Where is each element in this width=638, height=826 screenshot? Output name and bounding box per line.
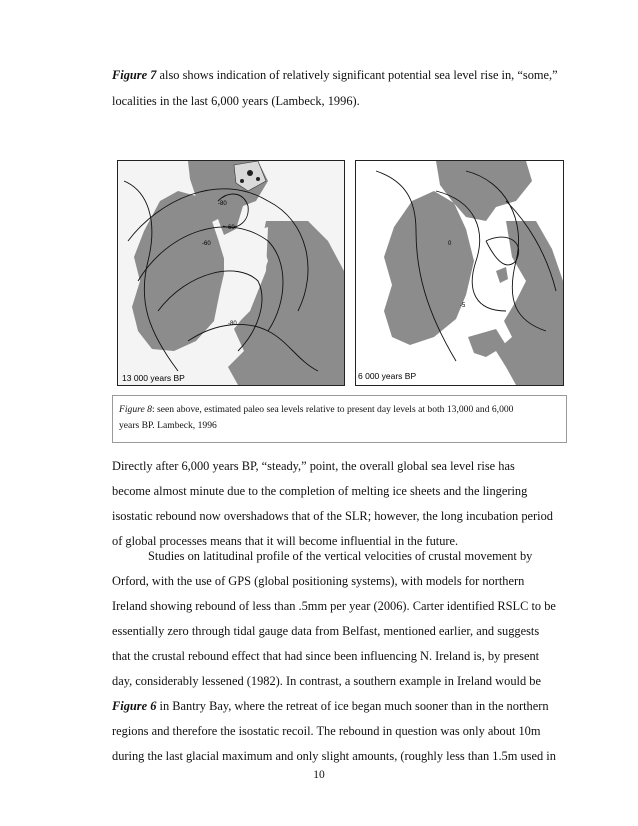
para3-line-5: that the crustal rebound effect that had since been influencing N. Ireland is, by present — [112, 649, 540, 663]
para3-line-7-text: in Bantry Bay, where the retreat of ice began much sooner than in the northern — [156, 699, 549, 713]
svg-text:-60: -60 — [226, 225, 235, 231]
svg-text:0: 0 — [448, 241, 452, 247]
intro-paragraph — [112, 68, 558, 118]
para2-line-1: Directly after 6,000 years BP, “steady,” point, the overall global sea level rise has — [112, 459, 515, 473]
intro-line-2: localities in the last 6,000 years (Lambeck, 1996). — [112, 94, 360, 108]
page-number: 10 — [313, 769, 325, 781]
map-13000-svg — [118, 161, 344, 385]
svg-text:-80: -80 — [218, 201, 227, 207]
para3-line-3: Ireland showing rebound of less than .5mm per year (2006). Carter identified RSLC to be — [112, 599, 556, 613]
figure-8-reference: Figure 8 — [119, 404, 152, 415]
figure-7-reference: Figure 7 — [112, 68, 157, 82]
map-6000-years-bp — [355, 160, 564, 386]
para3-line-9: during the last glacial maximum and only slight amounts, (roughly less than 1.5m used in — [112, 749, 556, 763]
svg-text:-80: -80 — [228, 321, 237, 327]
para2-line-2: become almost minute due to the completion of melting ice sheets and the lingering — [112, 484, 528, 498]
para3-line-4: essentially zero through tidal gauge data from Belfast, mentioned earlier, and suggests — [112, 624, 540, 638]
paragraph-3 — [112, 549, 556, 769]
para2-line-3: isostatic rebound now overshadows that of the SLR; however, the long incubation period — [112, 509, 554, 523]
para3-line-1: Studies on latitudinal profile of the vertical velocities of crustal movement by — [148, 549, 533, 563]
intro-line-1-text: also shows indication of relatively significant potential sea level rise in, “some,” — [156, 68, 558, 82]
para3-line-8: regions and therefore the isostatic recoil. The rebound in question was only about 10m — [112, 724, 541, 738]
caption-line-1: : seen above, estimated paleo sea levels relative to present day levels at both 13,000 and 6,000 — [151, 404, 514, 415]
map-13000-label: 13 000 years BP — [122, 373, 185, 383]
para2-line-4: of global processes means that it will become influential in the future. — [112, 534, 459, 548]
map-6000-label: 6 000 years BP — [358, 371, 417, 381]
map-13000-years-bp — [117, 160, 345, 386]
figure-6-reference: Figure 6 — [112, 699, 157, 713]
caption-line-2: years BP. Lambeck, 1996 — [119, 420, 217, 431]
para3-line-6: day, considerably lessened (1982). In contrast, a southern example in Ireland would be — [112, 674, 541, 688]
map-6000-svg — [356, 161, 563, 385]
para3-line-2: Orford, with the use of GPS (global positioning systems), with models for northern — [112, 574, 525, 588]
svg-text:-60: -60 — [202, 241, 211, 247]
svg-text:-5: -5 — [460, 303, 466, 309]
figure-8-caption — [119, 402, 559, 434]
